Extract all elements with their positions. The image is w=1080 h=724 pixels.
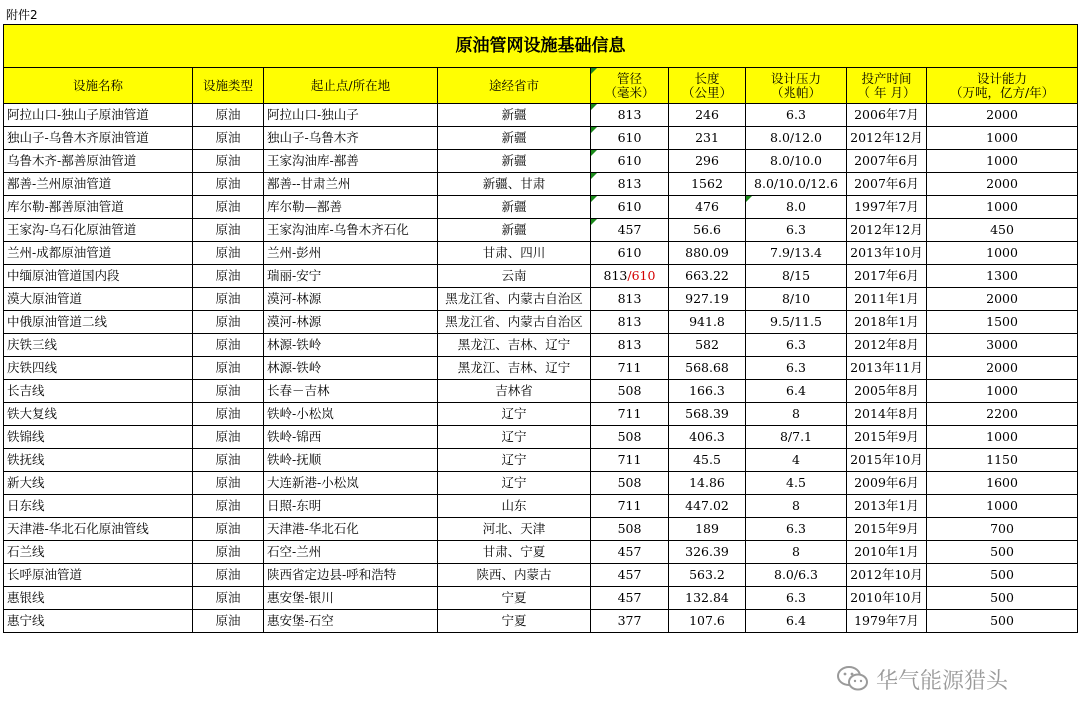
table-row bbox=[4, 357, 1078, 380]
cell-date: 2017年6月 bbox=[847, 265, 927, 288]
cell-name: 天津港-华北石化原油管线 bbox=[4, 518, 193, 541]
header-date-line1: 投产时间 bbox=[861, 70, 912, 86]
cell-diameter: 711 bbox=[591, 357, 669, 380]
cell-route: 惠安堡-石空 bbox=[264, 610, 438, 633]
cell-provinces: 新疆 bbox=[438, 127, 591, 150]
cell-provinces: 黑龙江省、内蒙古自治区 bbox=[438, 311, 591, 334]
cell-diameter: 610 bbox=[591, 150, 669, 173]
cell-diameter: 711 bbox=[591, 449, 669, 472]
cell-pressure: 8/15 bbox=[746, 265, 847, 288]
cell-pressure: 8 bbox=[746, 495, 847, 518]
cell-pressure: 8.0/6.3 bbox=[746, 564, 847, 587]
cell-name: 惠宁线 bbox=[4, 610, 193, 633]
cell-provinces: 黑龙江、吉林、辽宁 bbox=[438, 357, 591, 380]
cell-diameter: 813 bbox=[591, 173, 669, 196]
cell-length: 246 bbox=[669, 104, 746, 127]
cell-pressure: 8 bbox=[746, 541, 847, 564]
cell-type: 原油 bbox=[193, 311, 264, 334]
cell-date: 2006年7月 bbox=[847, 104, 927, 127]
cell-date: 2015年10月 bbox=[847, 449, 927, 472]
cell-date: 2013年10月 bbox=[847, 242, 927, 265]
cell-length: 447.02 bbox=[669, 495, 746, 518]
cell-length: 296 bbox=[669, 150, 746, 173]
cell-name: 兰州-成都原油管道 bbox=[4, 242, 193, 265]
table-row bbox=[4, 472, 1078, 495]
cell-date: 2014年8月 bbox=[847, 403, 927, 426]
cell-type: 原油 bbox=[193, 403, 264, 426]
cell-provinces: 宁夏 bbox=[438, 610, 591, 633]
cell-length: 563.2 bbox=[669, 564, 746, 587]
cell-pressure: 8/10 bbox=[746, 288, 847, 311]
cell-date: 2007年6月 bbox=[847, 150, 927, 173]
cell-length: 406.3 bbox=[669, 426, 746, 449]
table-row bbox=[4, 219, 1078, 242]
cell-diameter: 508 bbox=[591, 426, 669, 449]
cell-name: 铁大复线 bbox=[4, 403, 193, 426]
cell-type: 原油 bbox=[193, 472, 264, 495]
cell-name: 库尔勒-鄯善原油管道 bbox=[4, 196, 193, 219]
cell-capacity: 2000 bbox=[927, 288, 1078, 311]
cell-diameter bbox=[591, 265, 669, 288]
cell-type: 原油 bbox=[193, 610, 264, 633]
cell-name: 中缅原油管道国内段 bbox=[4, 265, 193, 288]
cell-name: 乌鲁木齐-鄯善原油管道 bbox=[4, 150, 193, 173]
header-pressure bbox=[746, 68, 847, 104]
table-row bbox=[4, 518, 1078, 541]
diameter-value-alt: 610 bbox=[631, 268, 656, 284]
cell-date: 2012年12月 bbox=[847, 219, 927, 242]
cell-type: 原油 bbox=[193, 265, 264, 288]
cell-provinces: 山东 bbox=[438, 495, 591, 518]
header-length-line2: （公里） bbox=[681, 84, 732, 100]
cell-pressure: 9.5/11.5 bbox=[746, 311, 847, 334]
cell-length: 166.3 bbox=[669, 380, 746, 403]
cell-capacity: 1000 bbox=[927, 380, 1078, 403]
header-start-end: 起止点/所在地 bbox=[264, 68, 438, 104]
header-capacity bbox=[927, 68, 1078, 104]
cell-date: 2010年10月 bbox=[847, 587, 927, 610]
table-row bbox=[4, 196, 1078, 219]
cell-name: 铁锦线 bbox=[4, 426, 193, 449]
cell-type: 原油 bbox=[193, 380, 264, 403]
cell-capacity: 500 bbox=[927, 564, 1078, 587]
cell-length: 189 bbox=[669, 518, 746, 541]
table-row bbox=[4, 311, 1078, 334]
cell-name: 庆铁三线 bbox=[4, 334, 193, 357]
cell-provinces: 陕西、内蒙古 bbox=[438, 564, 591, 587]
cell-type: 原油 bbox=[193, 219, 264, 242]
cell-name: 惠银线 bbox=[4, 587, 193, 610]
cell-name: 新大线 bbox=[4, 472, 193, 495]
cell-capacity: 2000 bbox=[927, 104, 1078, 127]
cell-length: 14.86 bbox=[669, 472, 746, 495]
cell-route: 长春－吉林 bbox=[264, 380, 438, 403]
cell-diameter: 457 bbox=[591, 564, 669, 587]
cell-route: 瑞丽-安宁 bbox=[264, 265, 438, 288]
cell-length: 568.68 bbox=[669, 357, 746, 380]
cell-pressure: 4.5 bbox=[746, 472, 847, 495]
cell-provinces: 辽宁 bbox=[438, 472, 591, 495]
cell-name: 王家沟-乌石化原油管道 bbox=[4, 219, 193, 242]
cell-route: 石空-兰州 bbox=[264, 541, 438, 564]
cell-diameter: 457 bbox=[591, 587, 669, 610]
cell-capacity: 1000 bbox=[927, 150, 1078, 173]
cell-capacity: 1600 bbox=[927, 472, 1078, 495]
table-title: 原油管网设施基础信息 bbox=[4, 25, 1078, 68]
cell-pressure: 8/7.1 bbox=[746, 426, 847, 449]
table-row bbox=[4, 127, 1078, 150]
cell-route: 漠河-林源 bbox=[264, 288, 438, 311]
cell-type: 原油 bbox=[193, 196, 264, 219]
cell-diameter: 610 bbox=[591, 242, 669, 265]
cell-date: 2013年11月 bbox=[847, 357, 927, 380]
cell-provinces: 甘肃、宁夏 bbox=[438, 541, 591, 564]
cell-date: 2010年1月 bbox=[847, 541, 927, 564]
cell-provinces: 黑龙江、吉林、辽宁 bbox=[438, 334, 591, 357]
header-pressure-line2: （兆帕） bbox=[770, 84, 821, 100]
diameter-value: 813 bbox=[603, 268, 628, 284]
cell-provinces: 黑龙江省、内蒙古自治区 bbox=[438, 288, 591, 311]
cell-provinces: 宁夏 bbox=[438, 587, 591, 610]
cell-provinces: 新疆 bbox=[438, 196, 591, 219]
watermark-text: 华气能源猎头 bbox=[876, 668, 1009, 694]
cell-type: 原油 bbox=[193, 357, 264, 380]
cell-pressure: 8.0/12.0 bbox=[746, 127, 847, 150]
cell-length: 132.84 bbox=[669, 587, 746, 610]
cell-capacity: 2000 bbox=[927, 173, 1078, 196]
cell-diameter: 711 bbox=[591, 495, 669, 518]
header-name: 设施名称 bbox=[4, 68, 193, 104]
cell-diameter: 457 bbox=[591, 219, 669, 242]
cell-provinces: 辽宁 bbox=[438, 403, 591, 426]
cell-name: 漠大原油管道 bbox=[4, 288, 193, 311]
cell-length: 45.5 bbox=[669, 449, 746, 472]
cell-pressure: 6.3 bbox=[746, 357, 847, 380]
cell-capacity: 500 bbox=[927, 541, 1078, 564]
header-length bbox=[669, 68, 746, 104]
cell-date: 2012年12月 bbox=[847, 127, 927, 150]
header-row bbox=[4, 68, 1078, 104]
cell-capacity: 3000 bbox=[927, 334, 1078, 357]
cell-provinces: 河北、天津 bbox=[438, 518, 591, 541]
cell-date: 1979年7月 bbox=[847, 610, 927, 633]
cell-diameter: 508 bbox=[591, 472, 669, 495]
cell-diameter: 610 bbox=[591, 127, 669, 150]
cell-type: 原油 bbox=[193, 541, 264, 564]
header-diameter bbox=[591, 68, 669, 104]
cell-capacity: 1500 bbox=[927, 311, 1078, 334]
cell-capacity: 1000 bbox=[927, 242, 1078, 265]
cell-route: 铁岭-小松岚 bbox=[264, 403, 438, 426]
cell-length: 326.39 bbox=[669, 541, 746, 564]
cell-pressure: 6.3 bbox=[746, 104, 847, 127]
cell-date: 2018年1月 bbox=[847, 311, 927, 334]
cell-diameter: 508 bbox=[591, 518, 669, 541]
header-capacity-line1: 设计能力 bbox=[977, 70, 1028, 86]
cell-pressure: 6.3 bbox=[746, 334, 847, 357]
cell-capacity: 500 bbox=[927, 587, 1078, 610]
cell-pressure: 6.3 bbox=[746, 219, 847, 242]
cell-pressure: 7.9/13.4 bbox=[746, 242, 847, 265]
cell-route: 王家沟油库-乌鲁木齐石化 bbox=[264, 219, 438, 242]
cell-diameter: 457 bbox=[591, 541, 669, 564]
cell-type: 原油 bbox=[193, 587, 264, 610]
cell-route: 日照-东明 bbox=[264, 495, 438, 518]
cell-type: 原油 bbox=[193, 288, 264, 311]
diameter-separator: / bbox=[627, 268, 632, 284]
table-row bbox=[4, 150, 1078, 173]
cell-type: 原油 bbox=[193, 334, 264, 357]
cell-type: 原油 bbox=[193, 150, 264, 173]
cell-capacity: 450 bbox=[927, 219, 1078, 242]
cell-pressure: 6.4 bbox=[746, 380, 847, 403]
cell-diameter: 813 bbox=[591, 288, 669, 311]
attachment-label: 附件2 bbox=[6, 8, 38, 22]
cell-capacity: 2200 bbox=[927, 403, 1078, 426]
cell-name: 鄯善-兰州原油管道 bbox=[4, 173, 193, 196]
cell-length: 582 bbox=[669, 334, 746, 357]
cell-diameter: 610 bbox=[591, 196, 669, 219]
cell-date: 2015年9月 bbox=[847, 518, 927, 541]
cell-capacity: 1000 bbox=[927, 196, 1078, 219]
table-row bbox=[4, 426, 1078, 449]
table-row bbox=[4, 334, 1078, 357]
table-row bbox=[4, 173, 1078, 196]
cell-provinces: 新疆、甘肃 bbox=[438, 173, 591, 196]
cell-type: 原油 bbox=[193, 564, 264, 587]
header-type: 设施类型 bbox=[193, 68, 264, 104]
cell-name: 阿拉山口-独山子原油管道 bbox=[4, 104, 193, 127]
cell-length: 941.8 bbox=[669, 311, 746, 334]
table-row bbox=[4, 288, 1078, 311]
cell-route: 独山子-乌鲁木齐 bbox=[264, 127, 438, 150]
cell-date: 2007年6月 bbox=[847, 173, 927, 196]
pipeline-table bbox=[3, 24, 1078, 633]
cell-route: 林源-铁岭 bbox=[264, 357, 438, 380]
table-row bbox=[4, 242, 1078, 265]
cell-diameter: 813 bbox=[591, 334, 669, 357]
table-row bbox=[4, 449, 1078, 472]
cell-provinces: 吉林省 bbox=[438, 380, 591, 403]
header-length-line1: 长度 bbox=[694, 70, 720, 86]
cell-type: 原油 bbox=[193, 449, 264, 472]
cell-capacity: 2000 bbox=[927, 357, 1078, 380]
cell-capacity: 500 bbox=[927, 610, 1078, 633]
cell-diameter: 711 bbox=[591, 403, 669, 426]
cell-name: 长吉线 bbox=[4, 380, 193, 403]
cell-diameter: 508 bbox=[591, 380, 669, 403]
cell-name: 铁抚线 bbox=[4, 449, 193, 472]
cell-route: 漠河-林源 bbox=[264, 311, 438, 334]
cell-route: 库尔勒—鄯善 bbox=[264, 196, 438, 219]
cell-type: 原油 bbox=[193, 104, 264, 127]
cell-diameter: 813 bbox=[591, 311, 669, 334]
cell-length: 231 bbox=[669, 127, 746, 150]
cell-type: 原油 bbox=[193, 242, 264, 265]
cell-length: 880.09 bbox=[669, 242, 746, 265]
cell-pressure: 6.3 bbox=[746, 587, 847, 610]
cell-date: 2013年1月 bbox=[847, 495, 927, 518]
header-diameter-line2: （毫米） bbox=[604, 84, 655, 100]
watermark bbox=[836, 664, 1046, 694]
cell-route: 陕西省定边县-呼和浩特 bbox=[264, 564, 438, 587]
cell-provinces: 甘肃、四川 bbox=[438, 242, 591, 265]
cell-date: 2012年8月 bbox=[847, 334, 927, 357]
cell-route: 铁岭-锦西 bbox=[264, 426, 438, 449]
cell-type: 原油 bbox=[193, 173, 264, 196]
wechat-icon bbox=[836, 665, 870, 693]
cell-route: 天津港-华北石化 bbox=[264, 518, 438, 541]
cell-length: 476 bbox=[669, 196, 746, 219]
cell-date: 2015年9月 bbox=[847, 426, 927, 449]
cell-name: 长呼原油管道 bbox=[4, 564, 193, 587]
cell-date: 2011年1月 bbox=[847, 288, 927, 311]
cell-type: 原油 bbox=[193, 518, 264, 541]
header-capacity-line2: （万吨，亿方/年） bbox=[949, 84, 1055, 100]
cell-length: 56.6 bbox=[669, 219, 746, 242]
table-row bbox=[4, 104, 1078, 127]
cell-capacity: 1000 bbox=[927, 426, 1078, 449]
cell-provinces: 云南 bbox=[438, 265, 591, 288]
cell-capacity: 1000 bbox=[927, 127, 1078, 150]
header-date bbox=[847, 68, 927, 104]
cell-type: 原油 bbox=[193, 426, 264, 449]
cell-date: 2012年10月 bbox=[847, 564, 927, 587]
cell-route: 鄯善--甘肃兰州 bbox=[264, 173, 438, 196]
cell-date: 2009年6月 bbox=[847, 472, 927, 495]
cell-provinces: 新疆 bbox=[438, 219, 591, 242]
cell-length: 663.22 bbox=[669, 265, 746, 288]
cell-pressure: 8.0/10.0/12.6 bbox=[746, 173, 847, 196]
cell-pressure: 8.0 bbox=[746, 196, 847, 219]
cell-name: 庆铁四线 bbox=[4, 357, 193, 380]
table-row bbox=[4, 610, 1078, 633]
cell-diameter: 377 bbox=[591, 610, 669, 633]
cell-capacity: 1150 bbox=[927, 449, 1078, 472]
table-row bbox=[4, 265, 1078, 288]
cell-diameter: 813 bbox=[591, 104, 669, 127]
cell-type: 原油 bbox=[193, 495, 264, 518]
table-row bbox=[4, 495, 1078, 518]
cell-length: 107.6 bbox=[669, 610, 746, 633]
cell-route: 王家沟油库-鄯善 bbox=[264, 150, 438, 173]
table-row bbox=[4, 587, 1078, 610]
cell-date: 1997年7月 bbox=[847, 196, 927, 219]
table-row bbox=[4, 380, 1078, 403]
table-row bbox=[4, 541, 1078, 564]
cell-route: 林源-铁岭 bbox=[264, 334, 438, 357]
cell-name: 石兰线 bbox=[4, 541, 193, 564]
cell-route: 大连新港-小松岚 bbox=[264, 472, 438, 495]
cell-route: 阿拉山口-独山子 bbox=[264, 104, 438, 127]
cell-type: 原油 bbox=[193, 127, 264, 150]
cell-route: 惠安堡-银川 bbox=[264, 587, 438, 610]
cell-provinces: 新疆 bbox=[438, 150, 591, 173]
cell-name: 中俄原油管道二线 bbox=[4, 311, 193, 334]
cell-provinces: 辽宁 bbox=[438, 426, 591, 449]
cell-capacity: 1300 bbox=[927, 265, 1078, 288]
cell-length: 568.39 bbox=[669, 403, 746, 426]
header-provinces: 途经省市 bbox=[438, 68, 591, 104]
table-row bbox=[4, 403, 1078, 426]
cell-route: 兰州-彭州 bbox=[264, 242, 438, 265]
cell-pressure: 6.3 bbox=[746, 518, 847, 541]
header-date-line2: （ 年 月） bbox=[857, 84, 916, 100]
cell-capacity: 700 bbox=[927, 518, 1078, 541]
cell-date: 2005年8月 bbox=[847, 380, 927, 403]
cell-provinces: 辽宁 bbox=[438, 449, 591, 472]
cell-pressure: 8.0/10.0 bbox=[746, 150, 847, 173]
cell-capacity: 1000 bbox=[927, 495, 1078, 518]
cell-pressure: 8 bbox=[746, 403, 847, 426]
cell-pressure: 6.4 bbox=[746, 610, 847, 633]
table-row bbox=[4, 564, 1078, 587]
header-pressure-line1: 设计压力 bbox=[770, 70, 821, 86]
cell-name: 独山子-乌鲁木齐原油管道 bbox=[4, 127, 193, 150]
cell-length: 1562 bbox=[669, 173, 746, 196]
cell-name: 日东线 bbox=[4, 495, 193, 518]
cell-provinces: 新疆 bbox=[438, 104, 591, 127]
header-diameter-line1: 管径 bbox=[616, 70, 642, 86]
cell-length: 927.19 bbox=[669, 288, 746, 311]
cell-pressure: 4 bbox=[746, 449, 847, 472]
cell-route: 铁岭-抚顺 bbox=[264, 449, 438, 472]
